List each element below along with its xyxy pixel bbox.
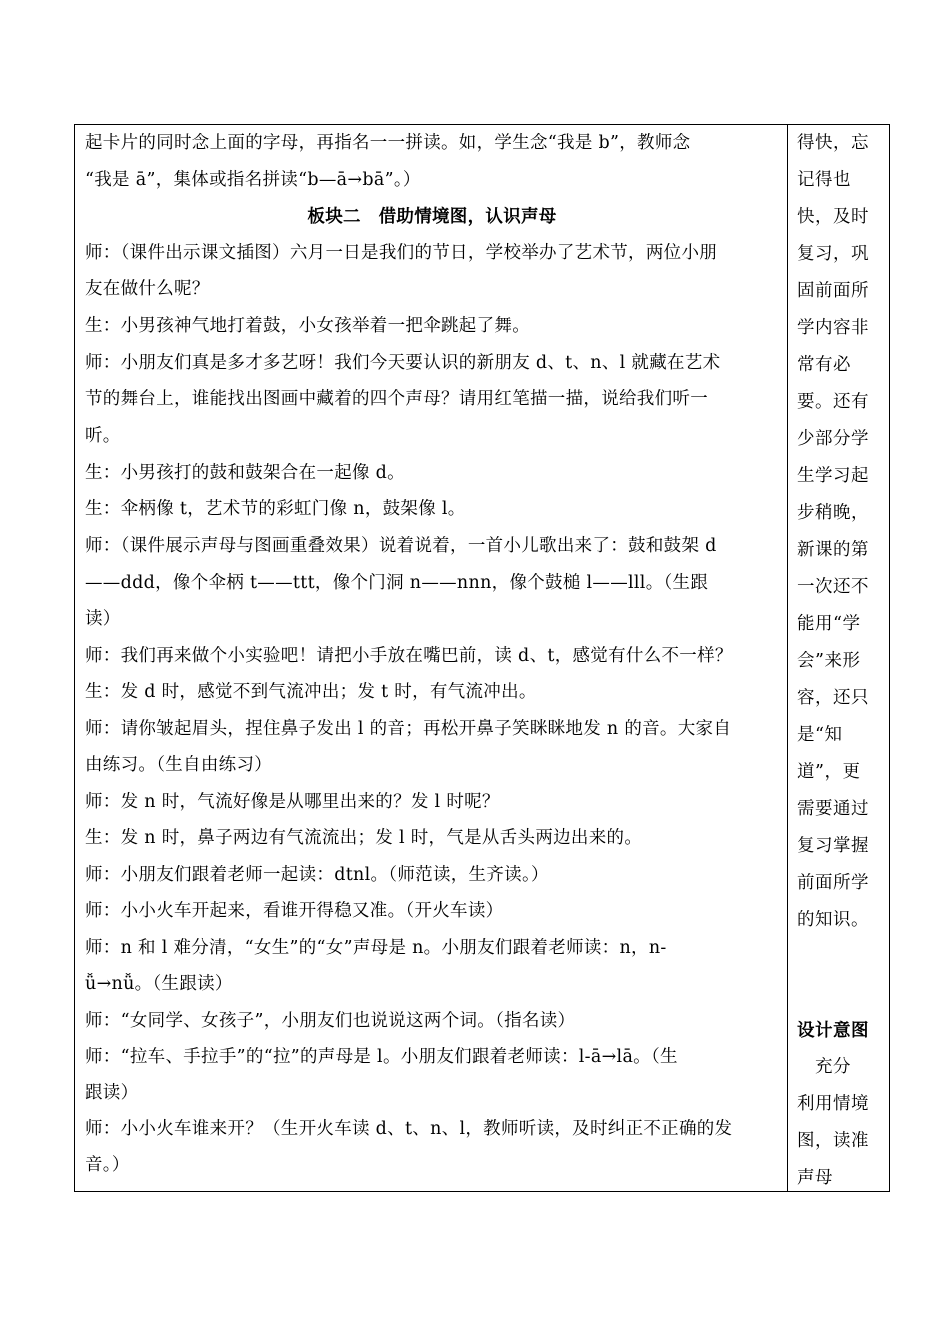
intent-line: 利用情境 [797,1094,869,1114]
note-line: 新课的第 [797,540,869,560]
content-line: 起卡片的同时念上面的字母，再指名一一拼读。如，学生念“我是 b”，教师念 [85,133,691,153]
content-line: 节的舞台上，谁能找出图画中藏着的四个声母？请用红笔描一描，说给我们听一 [85,389,708,409]
note-line: 记得也 [797,170,851,190]
note-line: 能用“学 [797,614,861,634]
content-line: 生：发 n 时，鼻子两边有气流流出；发 l 时，气是从舌头两边出来的。 [85,828,643,848]
content-line: 生：小男孩打的鼓和鼓架合在一起像 d。 [85,463,405,483]
content-line: 师：n 和 l 难分清，“女生”的“女”声母是 n。小朋友们跟着老师读：n，n- [85,938,667,958]
content-line: 师：小朋友们跟着老师一起读：dtnl。（师范读，生齐读。） [85,865,549,885]
note-line: 是“知 [797,725,843,745]
content-line: 师：小小火车谁来开？（生开火车读 d、t、n、l，教师听读，及时纠正不正确的发 [85,1119,733,1139]
content-line: 读） [85,609,121,629]
note-line: 复习掌握 [797,836,869,856]
note-line: 学内容非 [797,318,869,338]
content-line: 师：（课件展示声母与图画重叠效果）说着说着，一首小儿歌出来了：鼓和鼓架 d [85,536,717,556]
content-line: 听。 [85,426,121,446]
content-line: 生：发 d 时，感觉不到气流冲出；发 t 时，有气流冲出。 [85,682,537,702]
note-line: 要。还有 [797,392,869,412]
note-line: 需要通过 [797,799,869,819]
content-line: “我是 ā”，集体或指名拼读“b—ā→bā”。） [85,170,421,190]
content-line: 师：请你皱起眉头，捏住鼻子发出 l 的音；再松开鼻子笑眯眯地发 n 的音。大家自 [85,719,732,739]
content-line: 师：小小火车开起来，看谁开得稳又准。（开火车读） [85,901,504,921]
intent-line: 声母 [797,1168,833,1188]
note-line: 常有必 [797,355,851,375]
content-line: 师：我们再来做个小实验吧！请把小手放在嘴巴前，读 d、t，感觉有什么不一样？ [85,646,733,666]
content-line: 由练习。（生自由练习） [85,755,273,775]
content-line: 友在做什么呢？ [85,279,210,299]
content-line: 跟读） [85,1083,139,1103]
intent-line: 充分 [797,1057,851,1077]
note-line: 步稍晚， [797,503,869,523]
note-line: 道”，更 [797,762,861,782]
note-line: 生学习起 [797,466,869,486]
note-line: 的知识。 [797,910,869,930]
design-intent-heading: 设计意图 [797,1021,869,1041]
content-line: ǚ→nǚ。（生跟读） [85,974,233,994]
content-line: 师：“拉车、手拉手”的“拉”的声母是 l。小朋友们跟着老师读：l-ā→lā。（生 [85,1047,678,1067]
note-line: 得快，忘 [797,133,869,153]
section-heading: 板块二 借助情境图，认识声母 [307,207,557,227]
lesson-plan-table [74,124,890,1192]
content-line: 师：发 n 时，气流好像是从哪里出来的？发 l 时呢？ [85,792,500,812]
intent-line: 图，读准 [797,1131,869,1151]
column-divider [787,125,788,1191]
note-line: 少部分学 [797,429,869,449]
note-line: 会”来形 [797,651,861,671]
note-line: 一次还不 [797,577,869,597]
note-line: 容，还只 [797,688,869,708]
content-line: 音。） [85,1155,130,1175]
content-line: 生：伞柄像 t，艺术节的彩虹门像 n，鼓架像 l。 [85,499,466,519]
note-line: 快，及时 [797,207,869,227]
note-line: 复习，巩 [797,244,869,264]
content-line: 师：小朋友们真是多才多艺呀！我们今天要认识的新朋友 d、t、n、l 就藏在艺术 [85,353,721,373]
content-line: 师：（课件出示课文插图）六月一日是我们的节日，学校举办了艺术节，两位小朋 [85,243,718,263]
content-line: 师：“女同学、女孩子”，小朋友们也说说这两个词。（指名读） [85,1011,576,1031]
note-line: 固前面所 [797,281,869,301]
note-line: 前面所学 [797,873,869,893]
content-line: 生：小男孩神气地打着鼓，小女孩举着一把伞跳起了舞。 [85,316,530,336]
content-line: ——ddd，像个伞柄 t——ttt，像个门洞 n——nnn，像个鼓槌 l——lll。（生跟 [85,573,709,593]
